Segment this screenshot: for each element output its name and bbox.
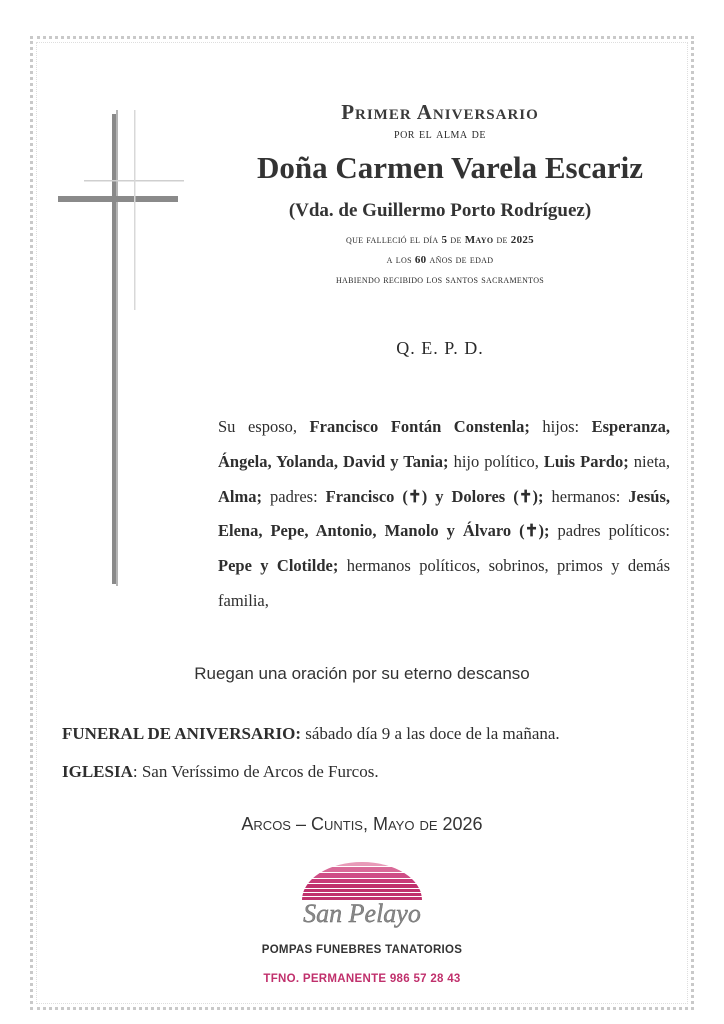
family-paragraph: Su esposo, Francisco Fontán Constenla; hijos: Esperanza, Ángela, Yolanda, David y Tania; hijo político, Luis Pardo; nieta, Alma; padres: Francisco (✝) y Dolores (✝); hermanos: Jesús, Elena, Pepe, Antonio, Manolo y Álvaro (✝); padres políticos: Pepe y Clotilde; hermanos políticos, sobrinos, primos y demás familia,	[218, 417, 670, 610]
church-label: IGLESIA	[62, 762, 133, 781]
deceased-name: Doña Carmen Varela Escariz	[256, 150, 644, 185]
place-and-date: Arcos – Cuntis, Mayo de 2026	[241, 814, 483, 834]
death-date-line: que falleció el día 5 de Mayo de 2025	[346, 234, 534, 246]
church-info	[62, 762, 682, 782]
in-laws-names: Pepe y Clotilde;	[218, 556, 339, 576]
granddaughter-name: Alma;	[218, 486, 262, 506]
siblings-names: Jesús, Elena, Pepe, Antonio, Manolo y Álvaro (✝);	[218, 486, 670, 541]
sacraments-line: habiendo recibido los santos sacramentos	[335, 274, 545, 286]
funeral-label: FUNERAL DE ANIVERSARIO:	[62, 724, 301, 743]
prayer-request: Ruegan una oración por su eterno descanso	[194, 664, 530, 683]
church-text: : San Veríssimo de Arcos de Furcos.	[132, 762, 379, 781]
funeral-home-services: POMPAS FUNEBRES TANATORIOS	[261, 944, 463, 956]
anniversary-subtitle: por el alma de	[394, 127, 486, 142]
mother-name: Dolores (✝);	[451, 486, 544, 506]
son-in-law-name: Luis Pardo;	[543, 451, 629, 471]
widow-of: (Vda. de Guillermo Porto Rodríguez)	[288, 200, 592, 221]
logo-text: San Pelayo	[303, 899, 421, 928]
funeral-home-phone: TFNO. PERMANENTE 986 57 28 43	[263, 973, 461, 985]
anniversary-title: Primer Aniversario	[341, 100, 539, 124]
qepd: Q. E. P. D.	[396, 338, 484, 358]
father-name: Francisco (✝)	[325, 486, 428, 506]
funeral-info	[62, 724, 682, 744]
children-names: Esperanza, Ángela, Yolanda, David y Tania;	[218, 417, 670, 471]
funeral-text: sábado día 9 a las doce de la mañana.	[300, 724, 560, 743]
cross-icon	[54, 110, 194, 590]
age-line: a los 60 años de edad	[386, 254, 494, 266]
husband-name: Francisco Fontán Constenla;	[309, 417, 530, 436]
funeral-home-logo	[282, 860, 442, 944]
